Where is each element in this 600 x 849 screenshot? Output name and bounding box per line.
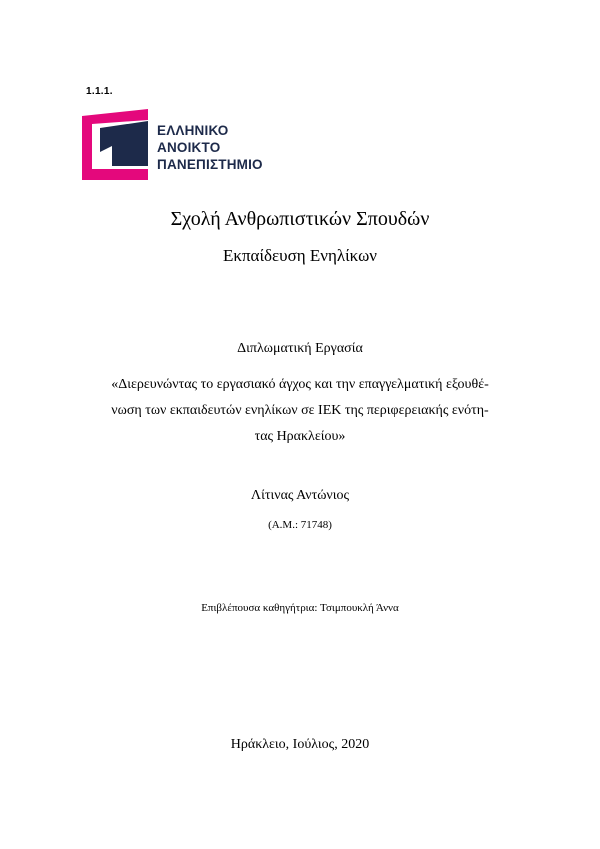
supervisor: Επιβλέπουσα καθηγήτρια: Τσιμπουκλή Άννα xyxy=(201,602,399,614)
school-name: Σχολή Ανθρωπιστικών Σπουδών xyxy=(170,208,430,230)
author-name: Λίτινας Αντώνιος xyxy=(250,488,350,503)
heading-number: 1.1.1. xyxy=(86,86,113,97)
thesis-title-line: νωση των εκπαιδευτών ενηλίκων σε ΙΕΚ της περιφερειακής ενότη- xyxy=(111,403,489,418)
department-name: Εκπαίδευση Ενηλίκων xyxy=(223,246,377,265)
thesis-title xyxy=(84,372,516,450)
place-date: Ηράκλειο, Ιούλιος, 2020 xyxy=(230,737,370,752)
thesis-type: Διπλωματική Εργασία xyxy=(237,341,363,356)
logo-line: ΕΛΛΗΝΙΚΟ xyxy=(157,123,229,138)
logo-line: ΑΝΟΙΚΤΟ xyxy=(157,140,221,155)
logo-mark-icon xyxy=(82,106,154,180)
logo-text xyxy=(157,122,263,173)
student-id: (Α.Μ.: 71748) xyxy=(268,519,332,531)
thesis-title-line: «Διερευνώντας το εργασιακό άγχος και την επαγγελματική εξουθέ- xyxy=(111,377,489,392)
university-logo xyxy=(82,106,272,180)
thesis-title-line: τας Ηρακλείου» xyxy=(254,429,346,444)
logo-line: ΠΑΝΕΠΙΣΤΗΜΙΟ xyxy=(157,157,263,172)
